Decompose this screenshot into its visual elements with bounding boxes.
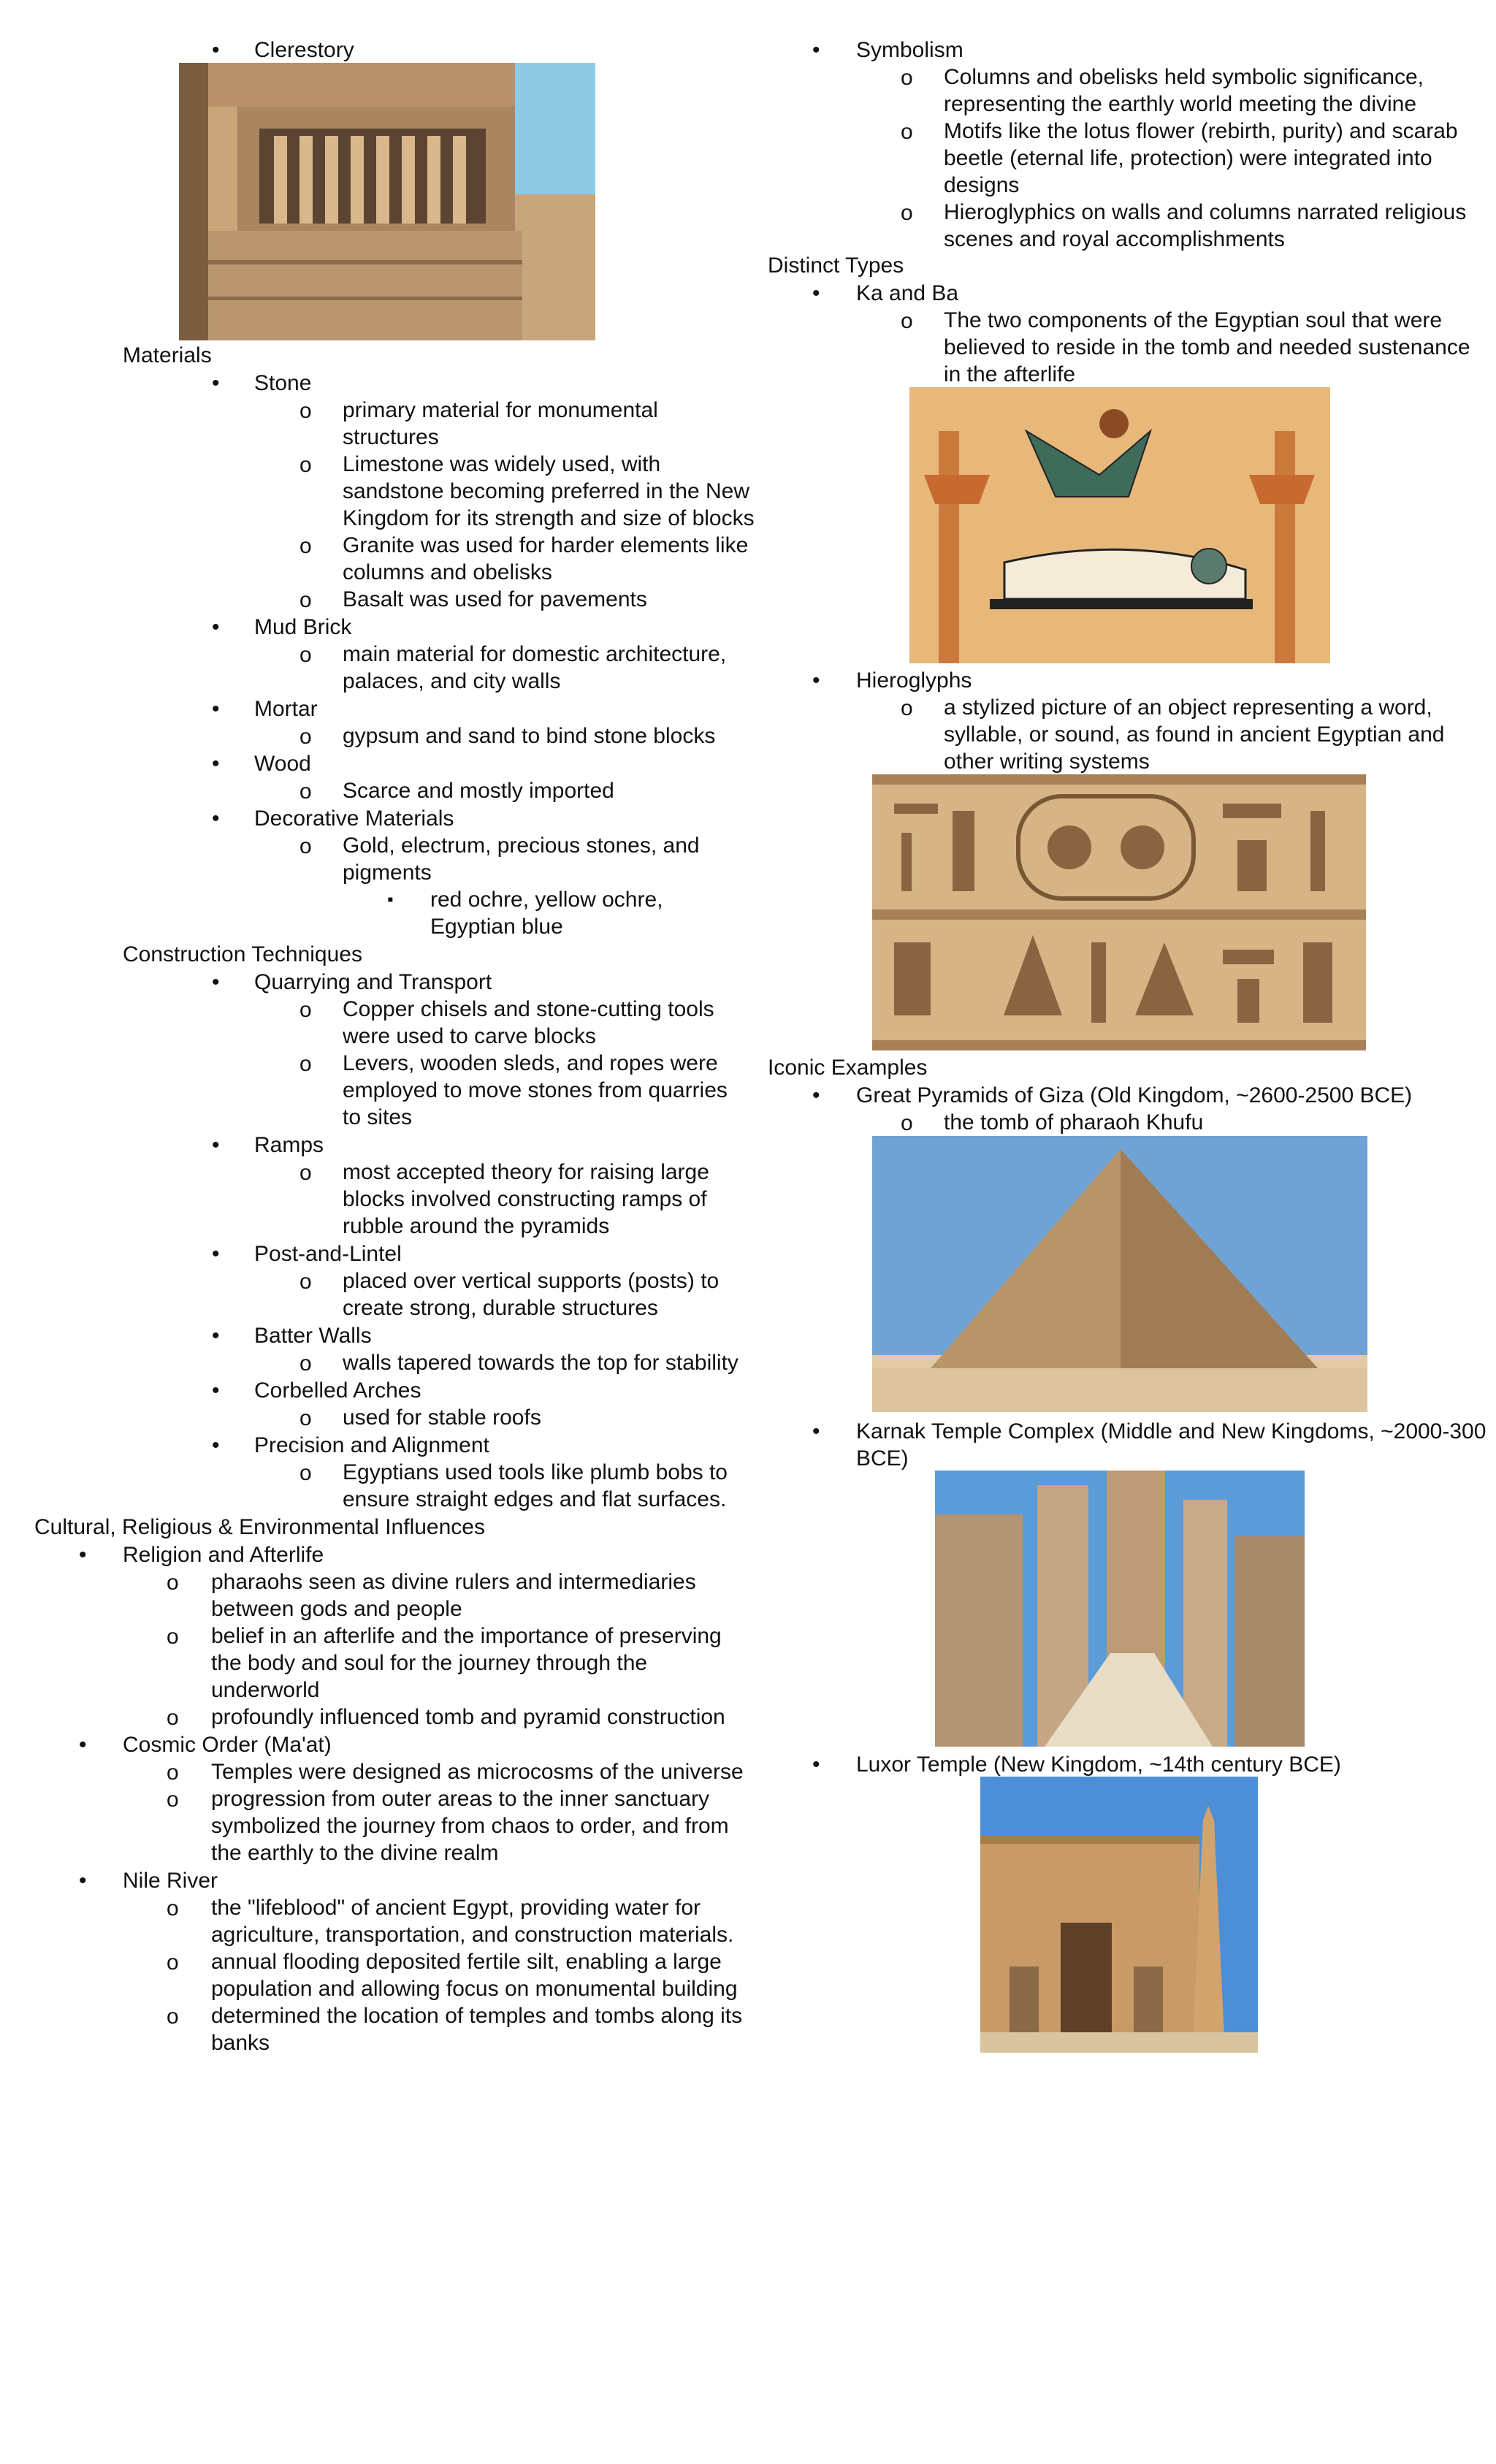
list-item: scenes and royal accomplishments	[944, 227, 1285, 251]
list-item: annual flooding deposited fertile silt, enabling a large	[211, 1950, 722, 1974]
sub-bullet: o	[299, 725, 312, 749]
list-item: the tomb of pharaoh Khufu	[944, 1110, 1204, 1134]
list-item: structures	[343, 425, 439, 449]
list-item: to sites	[343, 1105, 413, 1129]
list-item: gypsum and sand to bind stone blocks	[343, 724, 716, 748]
distinct-heading: Distinct Types	[768, 253, 904, 278]
bullet: •	[79, 1543, 87, 1567]
list-item: in the afterlife	[944, 362, 1076, 386]
list-item: Temples were designed as microcosms of the universe	[211, 1760, 744, 1784]
list-item: believed to reside in the tomb and needed sustenance	[944, 335, 1470, 359]
bullet: •	[212, 1133, 220, 1157]
karnak-label-cont: BCE)	[856, 1446, 909, 1471]
karnak-temple-image	[935, 1471, 1305, 1747]
list-item: determined the location of temples and tombs along its	[211, 2004, 743, 2028]
list-item: Egyptians used tools like plumb bobs to	[343, 1460, 728, 1484]
sub-bullet: o	[299, 534, 312, 558]
list-item: the body and soul for the journey through the	[211, 1651, 648, 1675]
list-item: Granite was used for harder elements like	[343, 533, 749, 557]
list-item: rubble around the pyramids	[343, 1214, 610, 1238]
list-item: between gods and people	[211, 1597, 462, 1621]
sub-bullet: o	[167, 2005, 179, 2029]
list-item: red ochre, yellow ochre,	[430, 888, 663, 912]
ramps-label: Ramps	[254, 1133, 324, 1157]
mud-brick-label: Mud Brick	[254, 615, 352, 639]
list-item: designs	[944, 173, 1020, 197]
giza-pyramid-image	[872, 1136, 1367, 1412]
karnak-label: Karnak Temple Complex (Middle and New Kingdoms, ~2000-300	[856, 1419, 1487, 1443]
list-item: underworld	[211, 1678, 320, 1702]
list-item: ensure straight edges and flat surfaces.	[343, 1487, 727, 1511]
cultural-heading: Cultural, Religious & Environmental Influences	[34, 1515, 485, 1539]
list-item: were used to carve blocks	[343, 1024, 596, 1048]
bullet: •	[812, 281, 820, 305]
post-lintel-label: Post-and-Lintel	[254, 1242, 402, 1266]
sub-bullet: o	[901, 120, 913, 144]
list-item: Kingdom for its strength and size of blocks	[343, 506, 755, 530]
list-item: Scarce and mostly imported	[343, 779, 614, 803]
sub-bullet: o	[901, 696, 913, 720]
list-item: progression from outer areas to the inner sanctuary	[211, 1787, 710, 1811]
bullet: •	[212, 806, 220, 831]
list-item: employed to move stones from quarries	[343, 1078, 728, 1102]
sub-bullet: o	[901, 66, 913, 90]
list-item: beetle (eternal life, protection) were integrated into	[944, 146, 1432, 170]
bullet: •	[79, 1733, 87, 1757]
bullet: •	[212, 752, 220, 776]
list-item: Basalt was used for pavements	[343, 587, 647, 611]
bullet: •	[212, 970, 220, 994]
materials-heading: Materials	[123, 343, 212, 367]
list-item: columns and obelisks	[343, 560, 552, 584]
list-item: walls tapered towards the top for stability	[343, 1351, 739, 1375]
hieroglyphs-image	[872, 774, 1366, 1050]
sub-bullet: o	[299, 1406, 312, 1430]
list-item: Limestone was widely used, with	[343, 452, 661, 476]
sub-bullet: o	[299, 399, 312, 423]
bullet: •	[812, 1752, 820, 1777]
bullet: •	[212, 371, 220, 395]
list-item: Hieroglyphics on walls and columns narrated religious	[944, 200, 1467, 224]
list-item: profoundly influenced tomb and pyramid construction	[211, 1705, 725, 1729]
bullet: •	[212, 1324, 220, 1348]
bullet: •	[79, 1869, 87, 1893]
bullet: •	[812, 668, 820, 693]
list-item: Columns and obelisks held symbolic significance,	[944, 65, 1424, 89]
sub-bullet: o	[299, 1270, 312, 1294]
sub-bullet: o	[901, 309, 913, 333]
list-item: Motifs like the lotus flower (rebirth, purity) and scarab	[944, 119, 1458, 143]
mortar-label: Mortar	[254, 697, 318, 721]
sub-bullet: o	[167, 1788, 179, 1812]
list-item: placed over vertical supports (posts) to	[343, 1269, 720, 1293]
nile-label: Nile River	[123, 1869, 218, 1893]
giza-label: Great Pyramids of Giza (Old Kingdom, ~2600-2500 BCE)	[856, 1083, 1413, 1107]
bullet: •	[212, 1378, 220, 1403]
corbelled-label: Corbelled Arches	[254, 1378, 421, 1403]
list-item: other writing systems	[944, 750, 1150, 774]
ka-ba-label: Ka and Ba	[856, 281, 959, 305]
list-item: a stylized picture of an object representing a word,	[944, 695, 1432, 720]
sub-bullet: o	[299, 998, 312, 1022]
list-item: Levers, wooden sleds, and ropes were	[343, 1051, 718, 1075]
luxor-label: Luxor Temple (New Kingdom, ~14th century BCE)	[856, 1752, 1341, 1777]
list-item: agriculture, transportation, and construction materials.	[211, 1923, 734, 1947]
sub-bullet: o	[299, 453, 312, 477]
list-item: syllable, or sound, as found in ancient Egyptian and	[944, 722, 1445, 747]
list-item: Copper chisels and stone-cutting tools	[343, 997, 714, 1021]
sub-bullet: o	[299, 1052, 312, 1076]
clerestory-label: Clerestory	[254, 38, 354, 62]
list-item: the earthly to the divine realm	[211, 1841, 499, 1865]
decorative-label: Decorative Materials	[254, 806, 454, 831]
list-item: pigments	[343, 861, 432, 885]
sub-bullet: o	[901, 201, 913, 225]
sub-bullet: o	[167, 1571, 179, 1595]
sub-bullet: o	[167, 1896, 179, 1921]
sub-bullet: o	[901, 1111, 913, 1135]
construction-heading: Construction Techniques	[123, 942, 362, 966]
precision-label: Precision and Alignment	[254, 1433, 489, 1457]
iconic-heading: Iconic Examples	[768, 1056, 928, 1080]
bullet: •	[212, 38, 220, 62]
sub-bullet: o	[299, 1161, 312, 1185]
list-item: The two components of the Egyptian soul that were	[944, 308, 1443, 332]
cosmic-label: Cosmic Order (Ma'at)	[123, 1733, 332, 1757]
list-item: representing the earthly world meeting the divine	[944, 92, 1417, 116]
quarrying-label: Quarrying and Transport	[254, 970, 492, 994]
list-item: symbolized the journey from chaos to order, and from	[211, 1814, 729, 1838]
bullet: •	[812, 38, 820, 62]
list-item: primary material for monumental	[343, 398, 658, 422]
list-item: sandstone becoming preferred in the New	[343, 479, 749, 503]
list-item: create strong, durable structures	[343, 1296, 658, 1320]
list-item: pharaohs seen as divine rulers and intermediaries	[211, 1570, 696, 1594]
bullet: •	[812, 1083, 820, 1107]
symbolism-label: Symbolism	[856, 38, 963, 62]
list-item: population and allowing focus on monumental building	[211, 1977, 738, 2001]
religion-label: Religion and Afterlife	[123, 1543, 324, 1567]
list-item: palaces, and city walls	[343, 669, 561, 693]
bullet: •	[212, 615, 220, 639]
clerestory-image	[179, 63, 595, 340]
hieroglyphs-label: Hieroglyphs	[856, 668, 972, 693]
list-item: Gold, electrum, precious stones, and	[343, 834, 700, 858]
stone-label: Stone	[254, 371, 312, 395]
bullet: •	[212, 1242, 220, 1266]
sub-bullet: o	[167, 1706, 179, 1730]
list-item: blocks involved constructing ramps of	[343, 1187, 707, 1211]
list-item: the "lifeblood" of ancient Egypt, providing water for	[211, 1896, 701, 1920]
batter-label: Batter Walls	[254, 1324, 372, 1348]
sub-bullet: o	[299, 588, 312, 612]
list-item: used for stable roofs	[343, 1405, 541, 1430]
sub-bullet: o	[167, 1950, 179, 1975]
list-item: main material for domestic architecture,	[343, 642, 727, 666]
list-item: belief in an afterlife and the importance of preserving	[211, 1624, 722, 1648]
sub-bullet: o	[299, 779, 312, 804]
bullet: •	[212, 1433, 220, 1457]
sub-bullet: o	[299, 834, 312, 858]
square-bullet: ▪	[387, 890, 394, 909]
list-item: most accepted theory for raising large	[343, 1160, 709, 1184]
sub-bullet: o	[299, 1351, 312, 1376]
bullet: •	[812, 1419, 820, 1443]
ka-ba-papyrus-image	[909, 387, 1330, 663]
sub-bullet: o	[299, 643, 312, 667]
luxor-temple-image	[980, 1777, 1258, 2053]
sub-bullet: o	[167, 1625, 179, 1649]
sub-bullet: o	[299, 1461, 312, 1485]
wood-label: Wood	[254, 752, 311, 776]
bullet: •	[212, 697, 220, 721]
list-item: banks	[211, 2031, 270, 2055]
list-item: Egyptian blue	[430, 915, 563, 939]
sub-bullet: o	[167, 1761, 179, 1785]
